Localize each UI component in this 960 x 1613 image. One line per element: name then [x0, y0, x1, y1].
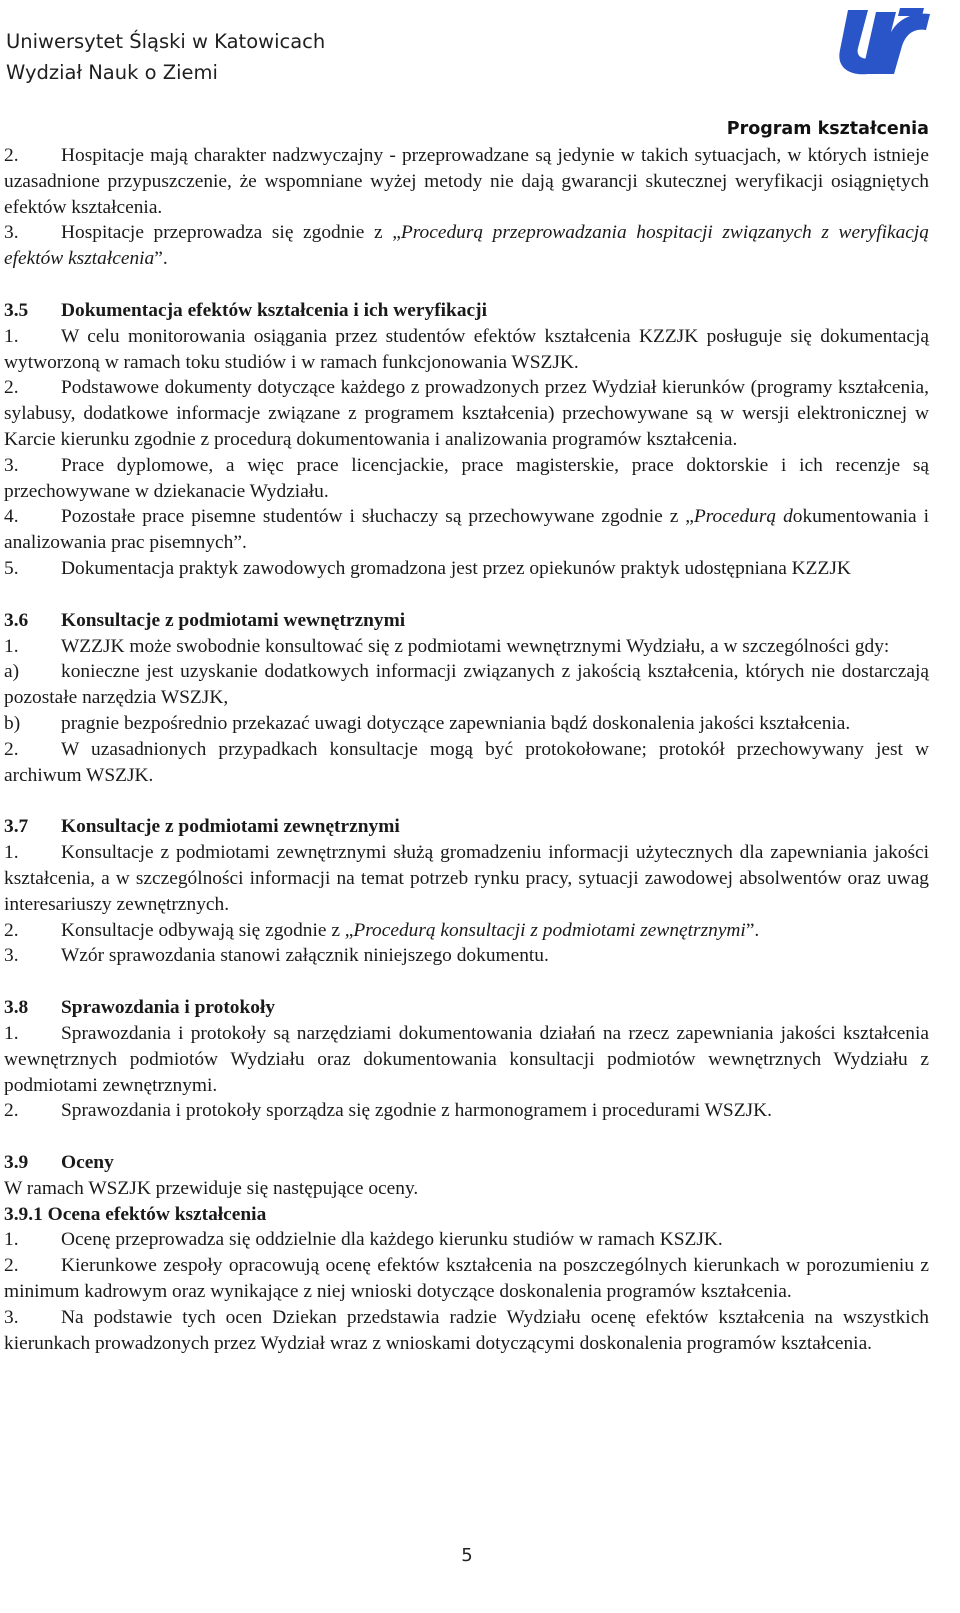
paragraph: 1. Sprawozdania i protokoły są narzędziami dokumentowania działań na rzecz zapewniania jakości kształcenia wewnętrznych podmiotów Wydziału oraz dokumentowania konsultacji podmiotów wewnętrznych Wydziału z podmiotami zewnętrznymi.: [4, 1022, 929, 1096]
university-name: Uniwersytet Śląski w Katowicach: [6, 30, 326, 53]
paragraph: 2. Podstawowe dokumenty dotyczące każdego z prowadzonych przez Wydział kierunków (programy kształcenia, sylabusy, dodatkowe informacje związane z programem kształcenia) przechowywane są w wersji elektronicznej w Karcie kierunku zgodnie z procedurą dokumentowania i analizowania programów kształcenia.: [4, 377, 929, 450]
section-heading: 3.7 Konsultacje z podmiotami zewnętrznymi: [4, 816, 400, 838]
paragraph: 1. Konsultacje z podmiotami zewnętrznymi służą gromadzeniu informacji użytecznych dla zapewniania jakości kształcenia, a w szczególności informacji na temat potrzeb rynku pracy, sytuacji zawodowej absolwentów oraz uwag interesariuszy zewnętrznych.: [4, 842, 929, 915]
document-body: [4, 143, 929, 1356]
paragraph: 2. Sprawozdania i protokoły sporządza się zgodnie z harmonogramem i procedurami WSZJK.: [4, 1100, 772, 1122]
page-number: 5: [461, 1545, 473, 1566]
paragraph: 3. Hospitacje przeprowadza się zgodnie z „Procedurą przeprowadzania hospitacji związanych z weryfikacją efektów kształcenia”.: [4, 222, 929, 270]
section-heading: 3.5 Dokumentacja efektów kształcenia i ich weryfikacji: [4, 299, 487, 321]
section-heading: 3.6 Konsultacje z podmiotami wewnętrznymi: [4, 609, 406, 631]
paragraph: 2. W uzasadnionych przypadkach konsultacje mogą być protokołowane; protokół przechowywany jest w archiwum WSZJK.: [4, 738, 929, 786]
section-heading: 3.9 Oceny: [4, 1152, 114, 1174]
paragraph: 1. WZZJK może swobodnie konsultować się z podmiotami wewnętrznymi Wydziału, a w szczególności gdy:: [4, 635, 890, 657]
page-header: [6, 26, 325, 88]
paragraph: 3. Na podstawie tych ocen Dziekan przedstawia radzie Wydziału ocenę efektów kształcenia na wszystkich kierunkach prowadzonych przez Wydział wraz z wnioskami dotyczącymi doskonalenia programów kształcenia.: [4, 1306, 929, 1354]
item-number: 3.: [4, 222, 19, 244]
section-title: Program kształcenia: [726, 119, 929, 139]
paragraph: 2. Konsultacje odbywają się zgodnie z „Procedurą konsultacji z podmiotami zewnętrznymi”.: [4, 919, 760, 941]
paragraph: [4, 143, 929, 220]
paragraph: 5. Dokumentacja praktyk zawodowych gromadzona jest przez opiekunów praktyk udostępniana KZZJK: [4, 557, 851, 579]
us-logo-icon: [828, 4, 932, 78]
faculty-name: Wydział Nauk o Ziemi: [6, 61, 218, 84]
paragraph: 2. Kierunkowe zespoły opracowują ocenę efektów kształcenia na poszczególnych kierunkach w porozumieniu z minimum kadrowym oraz wynikające z niej wnioski dotyczące doskonalenia programów kształcenia.: [4, 1255, 929, 1303]
item-number: 2.: [4, 145, 19, 166]
paragraph: 1. W celu monitorowania osiągania przez studentów efektów kształcenia KZZJK posługuje się dokumentacją wytworzoną w ramach toku studiów i w ramach funkcjonowania WSZJK.: [4, 325, 929, 373]
paragraph-text: Hospitacje mają charakter nadzwyczajny - przeprowadzane są jedynie w takich sytuacjach, w których istnieje uzasadnione przypuszczenie, że wspomniane wyżej metody nie dają gwarancji skutecznej weryfikacji osiągniętych efektów kształcenia.: [4, 145, 929, 218]
paragraph: W ramach WSZJK przewiduje się następujące oceny.: [4, 1177, 419, 1199]
section-heading: 3.8 Sprawozdania i protokoły: [4, 997, 276, 1019]
paragraph: b) pragnie bezpośrednio przekazać uwagi dotyczące zapewniania bądź doskonalenia jakości kształcenia.: [4, 712, 851, 734]
paragraph: 3. Prace dyplomowe, a więc prace licencjackie, prace magisterskie, prace doktorskie i ich recenzje są przechowywane w dziekanacie Wydziału.: [4, 454, 929, 502]
subsection-heading: 3.9.1 Ocena efektów kształcenia: [4, 1203, 267, 1225]
paragraph: 4. Pozostałe prace pisemne studentów i słuchaczy są przechowywane zgodnie z „Procedurą dokumentowania i analizowania prac pisemnych”.: [4, 506, 929, 554]
paragraph: a) konieczne jest uzyskanie dodatkowych informacji związanych z jakością kształcenia, których nie dostarczają pozostałe narzędzia WSZJK,: [4, 661, 929, 709]
paragraph: 1. Ocenę przeprowadza się oddzielnie dla każdego kierunku studiów w ramach KSZJK.: [4, 1229, 723, 1251]
procedure-name: Procedurą przeprowadzania hospitacji związanych z weryfikacją efektów kształcenia: [4, 222, 929, 270]
paragraph: 3. Wzór sprawozdania stanowi załącznik niniejszego dokumentu.: [4, 945, 549, 967]
